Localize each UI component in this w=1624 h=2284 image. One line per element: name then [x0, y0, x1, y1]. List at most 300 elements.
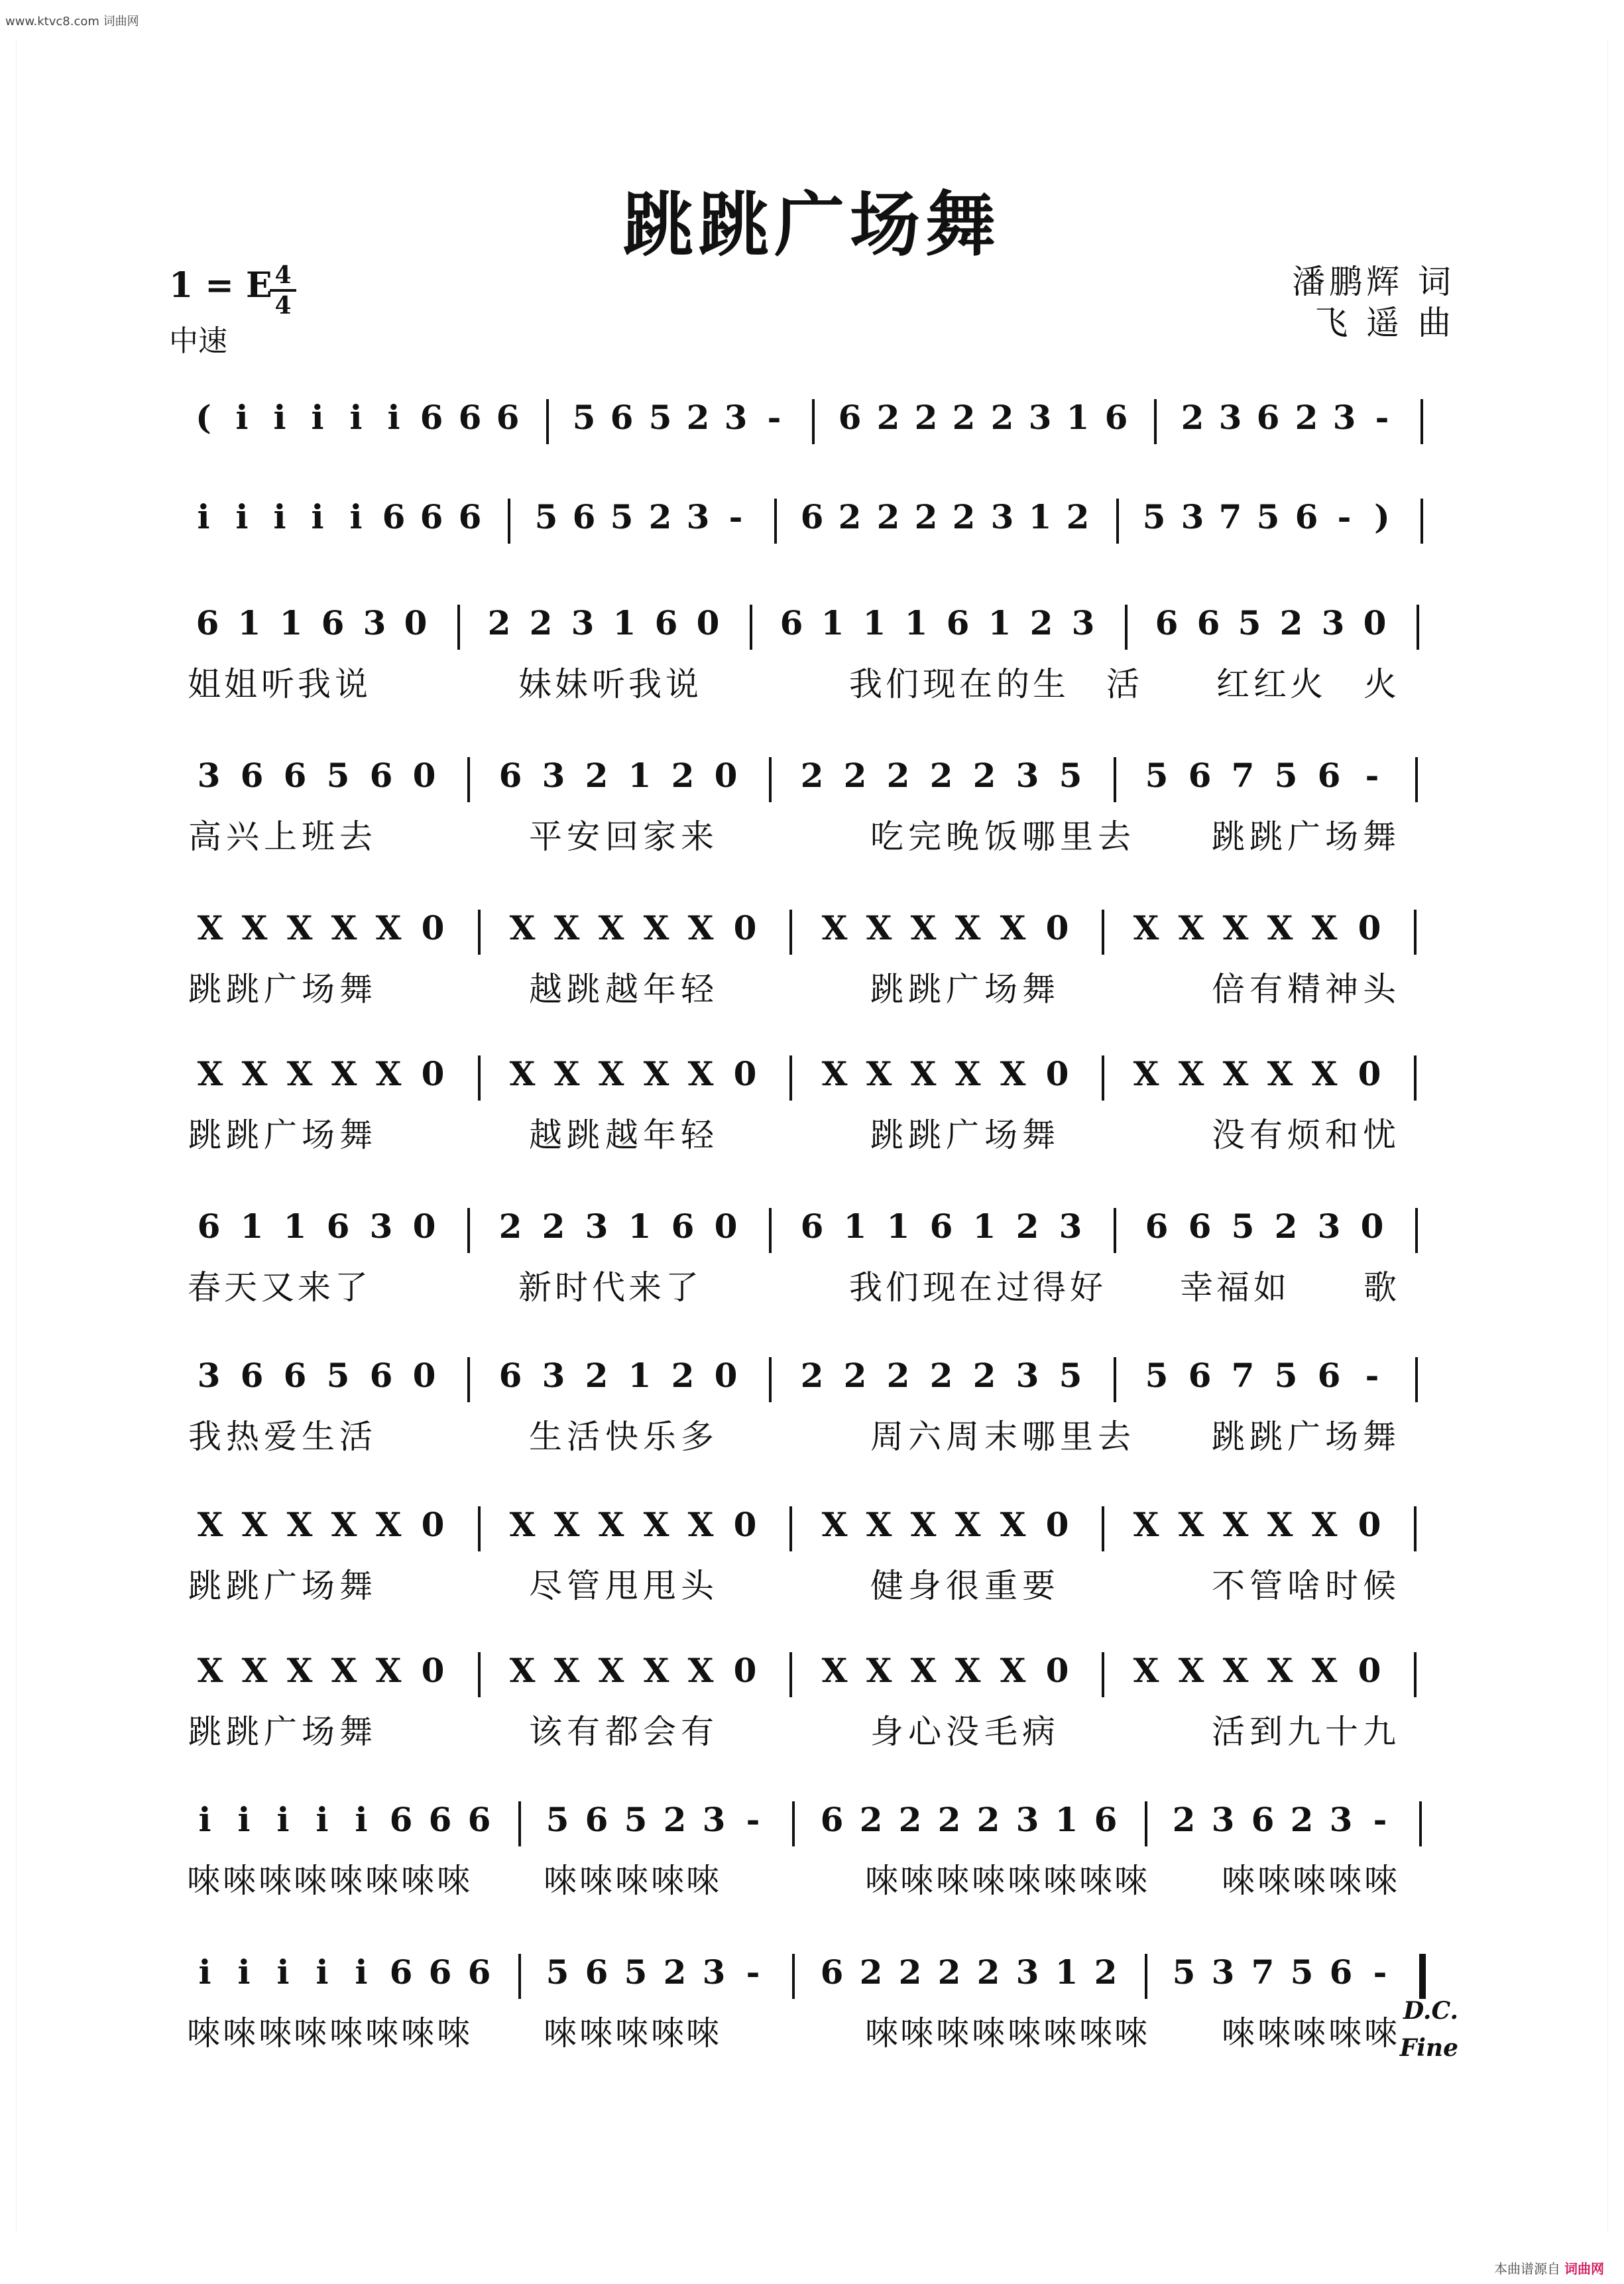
lyric-char: 热	[226, 1417, 259, 1456]
lyric-char: 饭	[984, 817, 1017, 856]
lyric-char: 火	[1363, 665, 1397, 703]
note: 2	[1094, 1953, 1118, 1992]
note: 2	[686, 398, 710, 437]
lyric-char: 都	[605, 1713, 638, 1751]
note: 6	[1188, 756, 1212, 795]
note: 0	[421, 1505, 445, 1544]
note: i	[197, 497, 210, 536]
lyric-char: 唻	[651, 2014, 684, 2053]
note: X	[197, 1651, 223, 1690]
note: 7	[1231, 1356, 1255, 1395]
key-signature: 1 = E	[169, 265, 272, 306]
lyric-char: 唻	[1257, 1862, 1291, 1900]
lyric-char: 哪	[1022, 1417, 1055, 1456]
note: X	[375, 1054, 402, 1093]
lyric-char: 唻	[544, 1862, 577, 1900]
note: 0	[1045, 1054, 1069, 1093]
note: 0	[696, 603, 720, 642]
barline	[1421, 499, 1423, 544]
lyric-char: 唻	[1043, 1862, 1076, 1900]
barline	[1145, 1801, 1147, 1846]
lyric-char: 唻	[936, 1862, 969, 1900]
note: 2	[929, 756, 953, 795]
lyric-char: 神	[1325, 970, 1358, 1008]
note: 1	[988, 603, 1012, 642]
note: 6	[1196, 603, 1220, 642]
lyric-char: 不	[1212, 1567, 1245, 1605]
note: X	[687, 1651, 714, 1690]
lyric-char: 唻	[1114, 1862, 1147, 1900]
lyric-char: 跳	[188, 1713, 221, 1751]
barline	[1414, 1506, 1417, 1551]
note: 2	[487, 603, 511, 642]
note: 6	[382, 497, 406, 536]
lyric-char: 活	[567, 1417, 600, 1456]
barline	[478, 1055, 481, 1101]
note: 6	[585, 1800, 609, 1839]
note: 3	[1317, 1207, 1341, 1246]
lyric-char: 晚	[946, 817, 979, 856]
lyric-char: 唻	[686, 2014, 719, 2053]
notation-system	[166, 1505, 1458, 1638]
lyric-char: 唻	[294, 1862, 327, 1900]
note: 0	[1045, 1651, 1069, 1690]
lyric-char: 姐	[188, 665, 221, 703]
lyric-char: 舞	[1363, 1417, 1396, 1456]
barline	[478, 1652, 481, 1697]
lyric-char: 妹	[518, 665, 551, 703]
note: 6	[572, 497, 596, 536]
note: 6	[838, 398, 862, 437]
note: X	[866, 908, 892, 947]
lyric-char: 唻	[579, 1862, 612, 1900]
note: 1	[612, 603, 636, 642]
lyric-char: 唻	[1008, 2014, 1041, 2053]
lyric-char: 爱	[264, 1417, 297, 1456]
barline	[792, 1801, 795, 1846]
barline	[789, 1506, 792, 1551]
lyric-line	[166, 1115, 1458, 1175]
note: 2	[886, 1356, 910, 1395]
note: 3	[585, 1207, 609, 1246]
lyric-char: 跳	[226, 1116, 259, 1154]
notation-system	[166, 1953, 1458, 2085]
lyric-char: 跳	[908, 1116, 941, 1154]
note: 5	[1231, 1207, 1255, 1246]
lyric-char: 场	[1325, 1417, 1358, 1456]
note: 0	[1360, 1207, 1384, 1246]
lyric-char: 唻	[259, 2014, 292, 2053]
note: i	[311, 497, 324, 536]
note: 6	[467, 1953, 491, 1992]
notation-system	[166, 1207, 1458, 1339]
note: 3	[990, 497, 1014, 536]
lyric-char: 家	[643, 817, 676, 856]
note: i	[237, 1800, 251, 1839]
lyric-char: 跳	[188, 970, 221, 1008]
lyric-char: 没	[946, 1713, 979, 1751]
note: 2	[800, 756, 824, 795]
lyric-char: 广	[1287, 1417, 1320, 1456]
note: X	[553, 1054, 580, 1093]
lyric-char: 身	[908, 1567, 941, 1605]
lyric-char: 唻	[579, 2014, 612, 2053]
note: 2	[976, 1953, 1000, 1992]
note: 2	[843, 1356, 867, 1395]
note: 5	[1142, 497, 1166, 536]
lyric-char: 头	[1363, 970, 1396, 1008]
lyric-char: 毛	[984, 1713, 1017, 1751]
barline	[1102, 1506, 1104, 1551]
lyric-char: 唻	[294, 2014, 327, 2053]
lyric-char: 唻	[1043, 2014, 1076, 2053]
barline	[750, 605, 752, 650]
note: X	[286, 908, 313, 947]
lyric-char: 听	[261, 665, 294, 703]
lyric-char: 场	[1325, 817, 1358, 856]
lyric-char: 周	[946, 1417, 979, 1456]
barline	[1417, 605, 1419, 650]
note: X	[1178, 1651, 1204, 1690]
lyric-char: 舞	[1022, 970, 1055, 1008]
note: 3	[542, 1356, 565, 1395]
lyric-char: 甩	[605, 1567, 638, 1605]
note: X	[375, 908, 402, 947]
lyric-char: 跳	[908, 970, 941, 1008]
note: 2	[1274, 1207, 1298, 1246]
lyric-char: 身	[870, 1713, 903, 1751]
note: 6	[1188, 1207, 1212, 1246]
note: 3	[702, 1953, 726, 1992]
barline	[1414, 1652, 1417, 1697]
lyric-char: 唻	[1364, 1862, 1397, 1900]
lyric-char: 跳	[188, 1567, 221, 1605]
lyric-line	[166, 2014, 1458, 2073]
note: 5	[610, 497, 634, 536]
lyric-char: 安	[567, 817, 600, 856]
lyric-char: 跳	[1212, 1417, 1245, 1456]
note: X	[955, 1054, 981, 1093]
note: 1	[821, 603, 844, 642]
lyric-line	[166, 1566, 1458, 1626]
note: 6	[467, 1800, 491, 1839]
note: 2	[898, 1800, 922, 1839]
note: 3	[1332, 398, 1356, 437]
barline	[1114, 1208, 1116, 1253]
lyric-char: 时	[1325, 1567, 1358, 1605]
lyric-char: 唻	[187, 1862, 220, 1900]
lyric-line	[166, 817, 1458, 876]
note: 7	[1251, 1953, 1275, 1992]
note: 2	[898, 1953, 922, 1992]
lyric-char: 场	[302, 970, 335, 1008]
lyric-char: 们	[886, 665, 919, 703]
note: i	[198, 1800, 211, 1839]
lyric-char: 跳	[870, 1116, 903, 1154]
note: 6	[283, 756, 307, 795]
note: X	[955, 1505, 981, 1544]
notation-line	[166, 1207, 1458, 1273]
note: X	[375, 1651, 402, 1690]
note: 1	[283, 1207, 307, 1246]
note: X	[1000, 908, 1026, 947]
note: 6	[929, 1207, 953, 1246]
lyric-char: 姐	[224, 665, 257, 703]
lyric-char: 舞	[1022, 1116, 1055, 1154]
lyric-char: 年	[643, 970, 676, 1008]
note: 6	[283, 1356, 307, 1395]
note: 6	[1251, 1800, 1275, 1839]
note: 2	[529, 603, 553, 642]
lyric-char: 说	[666, 665, 699, 703]
note: X	[1178, 1505, 1204, 1544]
lyric-char: 妹	[555, 665, 588, 703]
lyric-char: 甩	[643, 1567, 676, 1605]
note: 0	[421, 1054, 445, 1093]
note: 5	[648, 398, 672, 437]
lyric-char: 越	[605, 1116, 638, 1154]
note: 2	[1290, 1800, 1314, 1839]
note: 0	[412, 1207, 436, 1246]
note: -	[746, 1953, 760, 1992]
note: -	[1375, 398, 1389, 437]
note: 2	[972, 1356, 996, 1395]
note: i	[235, 398, 249, 437]
lyric-char: 唻	[686, 1862, 719, 1900]
note: X	[1222, 1505, 1249, 1544]
note: X	[286, 1054, 313, 1093]
note: X	[687, 1505, 714, 1544]
note: 6	[800, 497, 824, 536]
lyric-char: 里	[1060, 1417, 1093, 1456]
lyric-char: 广	[264, 1713, 297, 1751]
lyric-char: 唻	[1293, 2014, 1326, 2053]
barline	[792, 1954, 795, 1999]
note: 2	[876, 398, 900, 437]
lyric-char: 时	[555, 1268, 588, 1307]
lyric-char: 现	[923, 1268, 956, 1307]
note: X	[197, 908, 223, 947]
note: 2	[585, 1356, 609, 1395]
lyric-char: 舞	[339, 1567, 373, 1605]
note: X	[553, 1651, 580, 1690]
lyric-char: 越	[529, 1116, 562, 1154]
lyric-char: 唻	[936, 2014, 969, 2053]
note: X	[910, 1651, 937, 1690]
note: X	[331, 1054, 357, 1093]
lyric-char: 跳	[226, 1567, 259, 1605]
lyric-char: 我	[188, 1417, 221, 1456]
lyric-char: 跳	[1212, 817, 1245, 856]
note: 6	[780, 603, 803, 642]
note: X	[643, 1651, 669, 1690]
note: -	[1337, 497, 1352, 536]
note: 6	[1094, 1800, 1118, 1839]
note: X	[331, 1505, 357, 1544]
notation-system	[166, 1054, 1458, 1187]
lyric-char: 唻	[865, 1862, 898, 1900]
lyric-char: 过	[996, 1268, 1029, 1307]
note: 6	[498, 1356, 522, 1395]
note: 6	[458, 398, 482, 437]
note: 7	[1218, 497, 1242, 536]
lyric-char: 广	[1287, 817, 1320, 856]
note: X	[598, 1505, 624, 1544]
barline	[1414, 1055, 1417, 1101]
note: X	[1133, 1651, 1159, 1690]
notation-line	[166, 603, 1458, 670]
lyric-char: 唻	[1257, 2014, 1291, 2053]
barline	[769, 1357, 772, 1402]
note: 2	[838, 497, 862, 536]
final-barline	[1419, 1954, 1426, 1999]
lyric-char: 病	[1022, 1713, 1055, 1751]
note: i	[355, 1953, 368, 1992]
lyric-char: 有	[681, 1713, 714, 1751]
note: 6	[369, 1356, 393, 1395]
note: 0	[1363, 603, 1387, 642]
lyric-char: 乐	[643, 1417, 676, 1456]
note: 3	[724, 398, 748, 437]
lyric-char: 唻	[401, 2014, 434, 2053]
note: X	[910, 1054, 937, 1093]
note: 3	[1015, 1800, 1039, 1839]
note: i	[276, 1800, 290, 1839]
note: 6	[326, 1207, 350, 1246]
note: 5	[572, 398, 596, 437]
note: 6	[800, 1207, 824, 1246]
note: i	[273, 497, 286, 536]
note: 5	[1238, 603, 1261, 642]
lyric-char: 舞	[339, 1116, 373, 1154]
note: X	[955, 908, 981, 947]
lyric-char: 管	[1249, 1567, 1283, 1605]
lyric-char: 唻	[1328, 1862, 1362, 1900]
barline	[457, 605, 460, 650]
time-signature	[270, 263, 296, 318]
note: 0	[1358, 1054, 1381, 1093]
lyric-char: 唻	[1008, 1862, 1041, 1900]
note: )	[1374, 497, 1390, 536]
lyric-char: 场	[984, 970, 1017, 1008]
note: 3	[369, 1207, 393, 1246]
note: X	[1178, 908, 1204, 947]
lyric-char: 广	[264, 1116, 297, 1154]
note: 2	[929, 1356, 953, 1395]
note: 3	[571, 603, 595, 642]
lyric-char: 去	[1098, 817, 1131, 856]
note: X	[643, 908, 669, 947]
lyric-char: 唻	[365, 1862, 398, 1900]
note: 1	[1066, 398, 1090, 437]
note: 2	[1279, 603, 1303, 642]
lyric-char: 上	[264, 817, 297, 856]
note: 5	[326, 1356, 350, 1395]
lyric-char: 天	[224, 1268, 257, 1307]
lyric-char: 唻	[900, 2014, 933, 2053]
note: X	[866, 1651, 892, 1690]
lyric-char: 唻	[365, 2014, 398, 2053]
lyric-char: 十	[1325, 1713, 1358, 1751]
lyric-char: 跳	[567, 1116, 600, 1154]
lyric-char: 来	[298, 1268, 331, 1307]
note: 6	[1256, 398, 1280, 437]
barline	[518, 1954, 521, 1999]
note: X	[509, 1651, 536, 1690]
note: 5	[1059, 756, 1082, 795]
lyric-char: 跳	[226, 970, 259, 1008]
note: 2	[990, 398, 1014, 437]
barline	[1102, 1055, 1104, 1101]
note: 5	[326, 756, 350, 795]
note: X	[1267, 1054, 1293, 1093]
note: 6	[197, 1207, 221, 1246]
note: 6	[946, 603, 970, 642]
lyric-char: 唻	[972, 1862, 1005, 1900]
notation-system	[166, 1800, 1458, 1933]
note: X	[509, 908, 536, 947]
lyric-char: 啥	[1287, 1567, 1320, 1605]
notation-system	[166, 603, 1458, 736]
lyric-char: 年	[643, 1116, 676, 1154]
lyric-char: 越	[605, 970, 638, 1008]
note: i	[273, 398, 286, 437]
note: 1	[904, 603, 928, 642]
lyric-char: 精	[1287, 970, 1320, 1008]
note: 3	[686, 497, 710, 536]
lyric-char: 九	[1287, 1713, 1320, 1751]
note: X	[331, 908, 357, 947]
note: 1	[240, 1207, 264, 1246]
barline	[508, 499, 510, 544]
lyric-char: 兴	[226, 817, 259, 856]
note: 3	[1211, 1800, 1235, 1839]
note: X	[866, 1054, 892, 1093]
lyric-char: 红	[1253, 665, 1287, 703]
note: 3	[1181, 497, 1204, 536]
lyric-char: 唻	[259, 1862, 292, 1900]
barline	[518, 1801, 521, 1846]
lyric-char: 唻	[329, 1862, 363, 1900]
note: X	[643, 1054, 669, 1093]
lyric-char: 唻	[651, 1862, 684, 1900]
lyric-char: 六	[908, 1417, 941, 1456]
lyric-char: 多	[681, 1417, 714, 1456]
lyric-line	[166, 1712, 1458, 1772]
composer-credit: 飞 遥 曲	[1314, 304, 1455, 342]
note: 1	[1028, 497, 1052, 536]
note: 2	[952, 497, 976, 536]
notation-system	[166, 1651, 1458, 1783]
lyric-char: 高	[188, 817, 221, 856]
note: 1	[1055, 1953, 1078, 1992]
note: 0	[714, 1207, 738, 1246]
note: 2	[859, 1800, 883, 1839]
note: 1	[628, 1356, 652, 1395]
barline	[1421, 399, 1423, 444]
lyric-char: 会	[643, 1713, 676, 1751]
note: 1	[972, 1207, 996, 1246]
note: 1	[628, 1207, 652, 1246]
note: 2	[937, 1953, 961, 1992]
barline	[769, 757, 772, 802]
note: 3	[1059, 1207, 1082, 1246]
barline	[1415, 1357, 1418, 1402]
barline	[1102, 1652, 1104, 1697]
note: X	[598, 1651, 624, 1690]
note: X	[1311, 1054, 1338, 1093]
note: X	[955, 1651, 981, 1690]
